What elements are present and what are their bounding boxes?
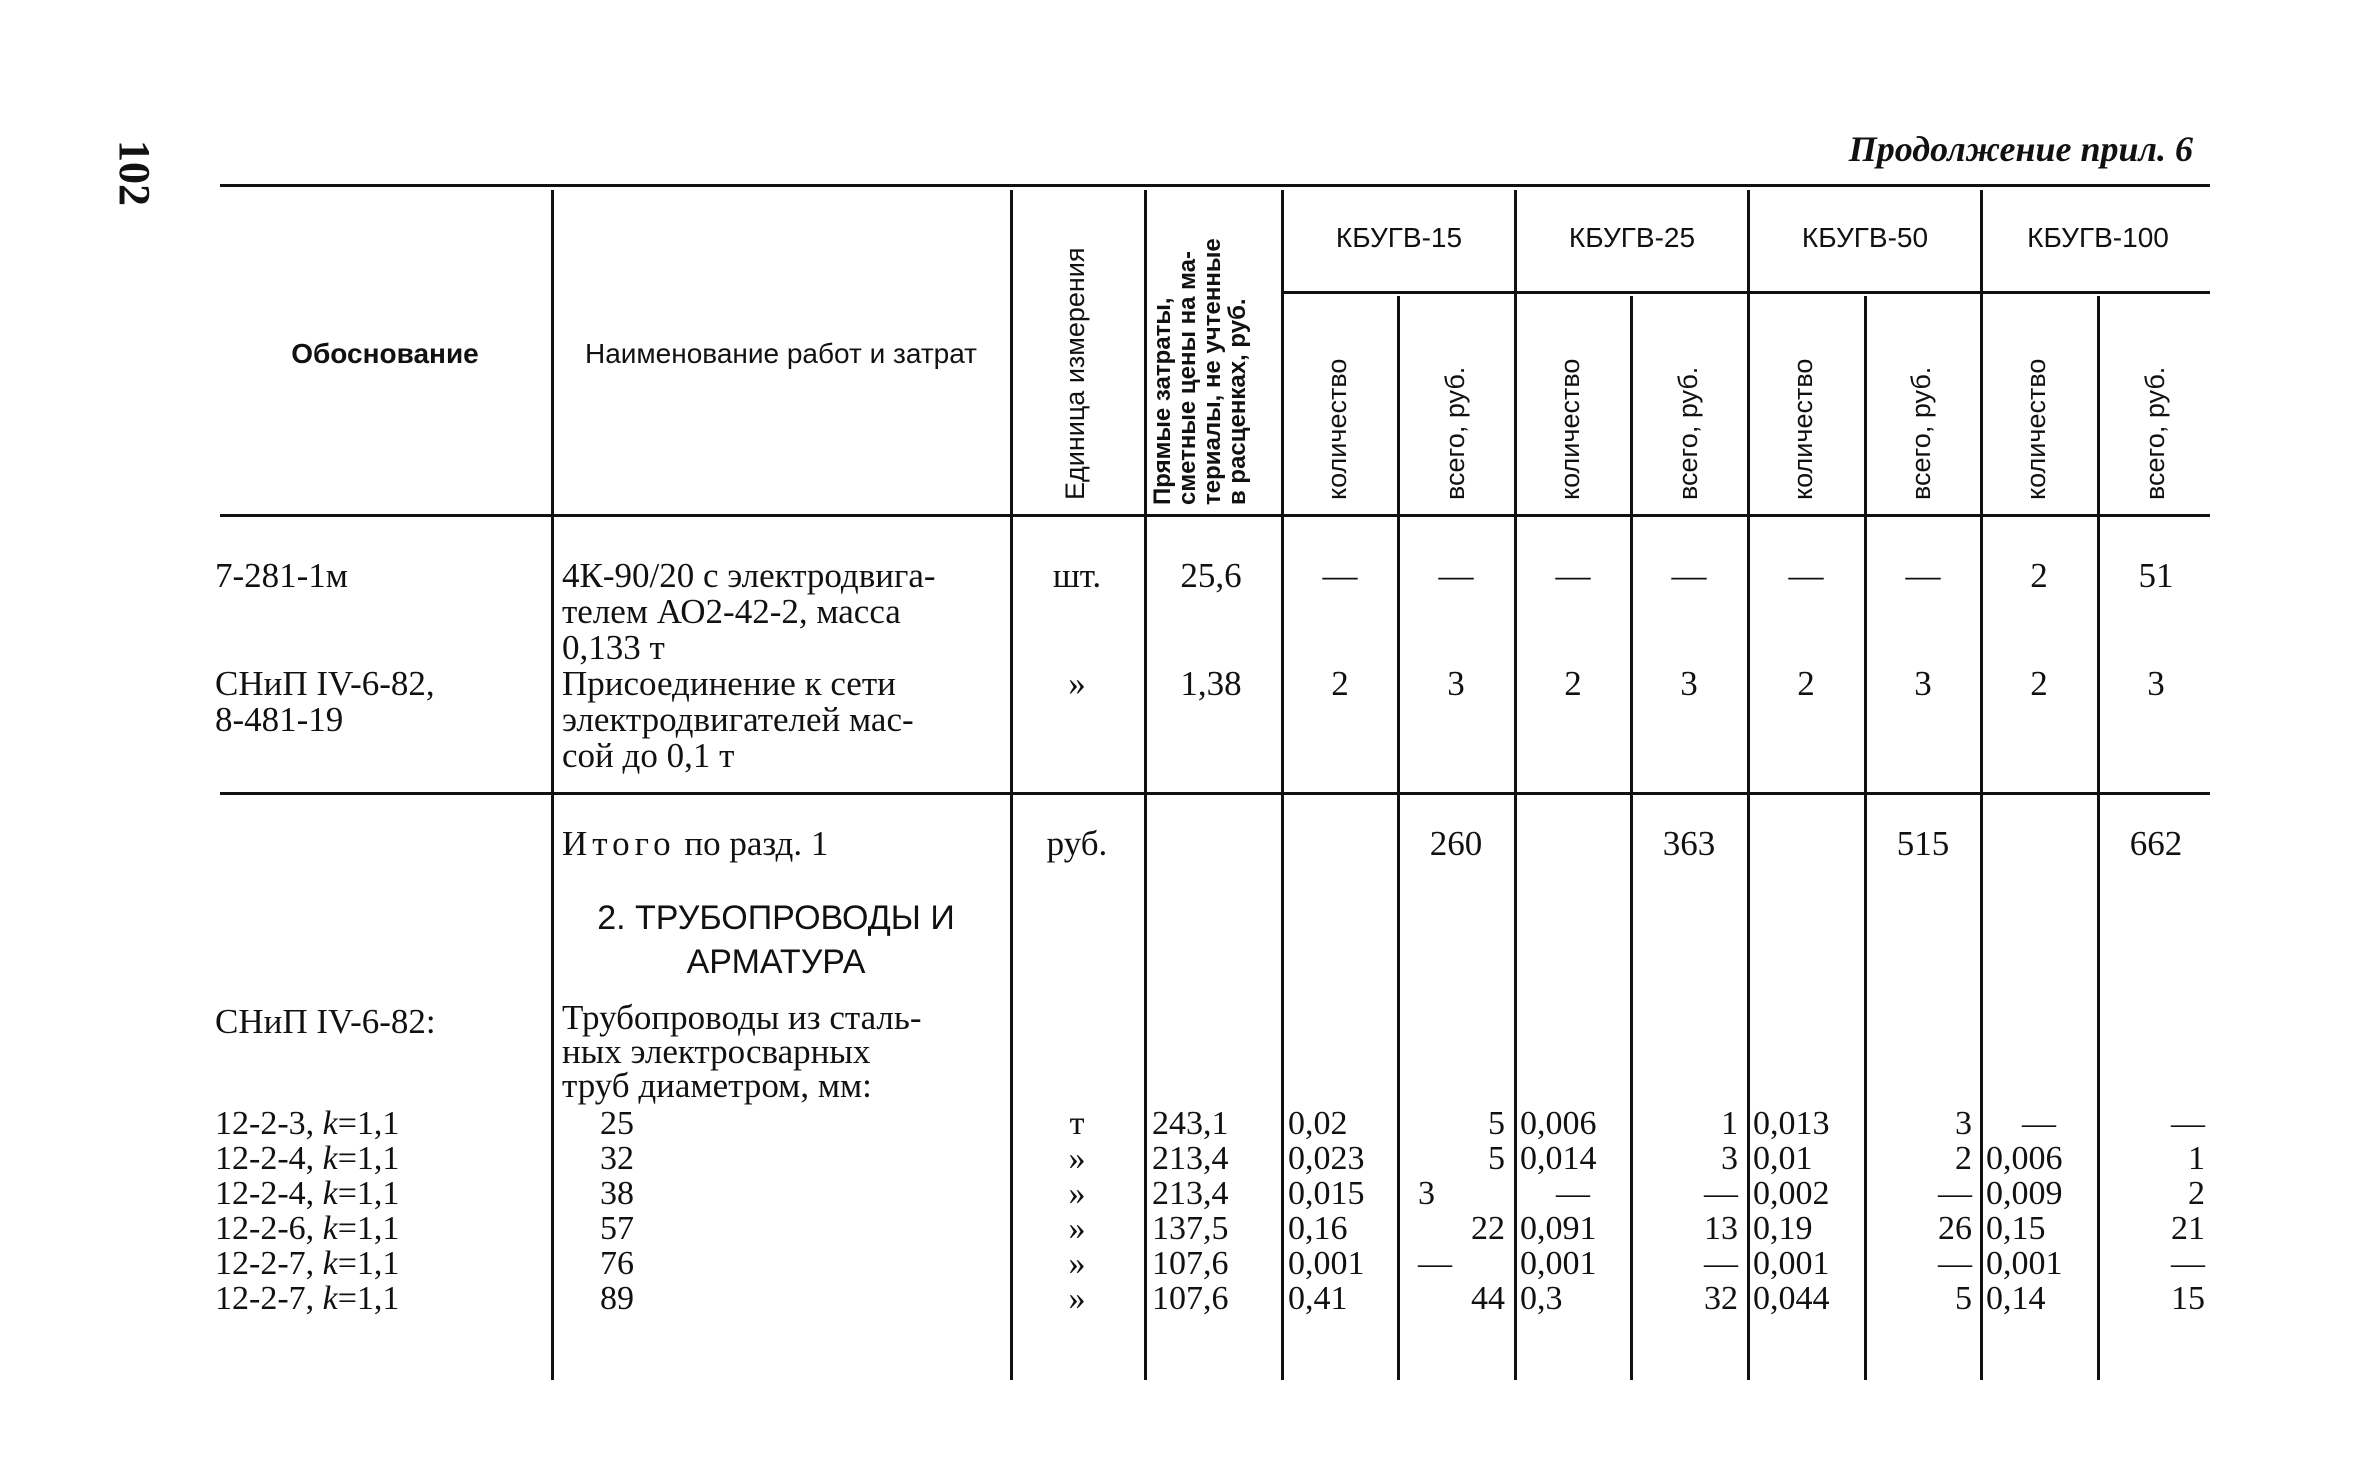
pipe-row-diam: 25	[600, 1105, 634, 1142]
pipe-row-qty-4: 0,009	[1986, 1175, 2063, 1212]
pipe-row-diam: 89	[600, 1280, 634, 1317]
row2-basis-line2: 8-481-19	[215, 700, 344, 739]
pipe-row-total-3: 5	[1955, 1280, 1972, 1317]
pipe-row-diam: 76	[600, 1245, 634, 1282]
row2-total-3: 3	[1914, 664, 1932, 703]
header-qty-1: количество	[1322, 358, 1352, 500]
row1-price: 25,6	[1180, 556, 1242, 595]
row2-qty-2: 2	[1564, 664, 1582, 703]
header-direct-costs: Прямые затраты, сметные цены на ма- териалы, не учтенные в расценках, руб.	[1149, 238, 1251, 505]
header-unit: Единица измерения	[1060, 247, 1090, 500]
pipe-row-price: 137,5	[1152, 1210, 1229, 1247]
total-kbugv-50: 515	[1896, 824, 1950, 863]
pipe-row-diam: 57	[600, 1210, 634, 1247]
page-number: 102	[110, 140, 159, 206]
group-kbugv-25: КБУГВ-25	[1568, 222, 1696, 253]
pipe-row-qty-3: 0,044	[1753, 1280, 1830, 1317]
row1-name-line2: телем АО2-42-2, масса	[562, 592, 901, 631]
pipe-row-basis: 12-2-4, k=1,1	[215, 1175, 400, 1212]
header-total-2: всего, руб.	[1673, 366, 1703, 500]
pipe-row-total-3: 26	[1938, 1210, 1972, 1247]
pipe-row-qty-2: 0,091	[1520, 1210, 1597, 1247]
pipe-row-total-1: 22	[1471, 1210, 1505, 1247]
section2-desc-line2: ных электросварных	[562, 1032, 871, 1071]
pipe-row-qty-1: 0,023	[1288, 1140, 1365, 1177]
header-total-1: всего, руб.	[1440, 366, 1470, 500]
row1-name-line3: 0,133 т	[562, 628, 665, 667]
row2-qty-1: 2	[1331, 664, 1349, 703]
row2-name-line1: Присоединение к сети	[562, 664, 896, 703]
pipe-row-basis: 12-2-3, k=1,1	[215, 1105, 400, 1142]
pipe-row-price: 213,4	[1152, 1140, 1229, 1177]
pipe-row-total-2: 32	[1704, 1280, 1738, 1317]
pipe-row-basis: 12-2-7, k=1,1	[215, 1245, 400, 1282]
pipe-row-unit: »	[1068, 1280, 1086, 1317]
pipe-row-basis: 12-2-6, k=1,1	[215, 1210, 400, 1247]
header-total-4: всего, руб.	[2140, 366, 2170, 500]
pipe-row-total-1: 5	[1488, 1140, 1505, 1177]
total-kbugv-25: 363	[1662, 824, 1716, 863]
row2-basis-line1: СНиП IV-6-82,	[215, 664, 435, 703]
row2-unit: »	[1068, 664, 1086, 703]
row1-qty-4: 2	[2030, 556, 2048, 595]
continuation-title: Продолжение прил. 6	[1848, 129, 2193, 169]
pipe-row-total-4: 1	[2188, 1140, 2205, 1177]
total-kbugv-15: 260	[1429, 824, 1483, 863]
row2-price: 1,38	[1180, 664, 1242, 703]
row2-total-1: 3	[1447, 664, 1465, 703]
row2-name-line2: электродвигателей мас-	[562, 700, 914, 739]
group-kbugv-15: КБУГВ-15	[1335, 222, 1463, 253]
total-unit: руб.	[1046, 824, 1108, 863]
row2-qty-3: 2	[1797, 664, 1815, 703]
pipe-row-total-4: —	[2171, 1105, 2205, 1142]
pipe-row-price: 107,6	[1152, 1280, 1229, 1317]
pipe-row-qty-4: 0,15	[1986, 1210, 2046, 1247]
pipe-row-diam: 32	[600, 1140, 634, 1177]
row1-total-1: —	[1438, 556, 1474, 595]
header-qty-4: количество	[2021, 358, 2051, 500]
pipe-row-qty-4: 0,14	[1986, 1280, 2046, 1317]
header-qty-2: количество	[1555, 358, 1585, 500]
pipe-row-unit: »	[1068, 1245, 1086, 1282]
pipe-row-total-2: —	[1704, 1175, 1738, 1212]
pipe-row-total-1: 44	[1471, 1280, 1505, 1317]
section2-title-line2: АРМАТУРА	[686, 943, 866, 981]
pipe-row-total-4: 2	[2188, 1175, 2205, 1212]
total-kbugv-100: 662	[2129, 824, 2183, 863]
pipe-row-qty-3: 0,002	[1753, 1175, 1830, 1212]
pipe-row-qty-4: —	[2022, 1105, 2056, 1142]
pipe-row-qty-1: 0,001	[1288, 1245, 1365, 1282]
pipe-row-price: 243,1	[1152, 1105, 1229, 1142]
row2-total-4: 3	[2147, 664, 2165, 703]
section2-basis-head: СНиП IV-6-82:	[215, 1002, 436, 1041]
pipe-row-qty-4: 0,006	[1986, 1140, 2063, 1177]
section2-title-line1: 2. ТРУБОПРОВОДЫ И	[597, 899, 955, 937]
pipe-row-unit: т	[1069, 1105, 1085, 1142]
row2-total-2: 3	[1680, 664, 1698, 703]
pipe-row-basis: 12-2-4, k=1,1	[215, 1140, 400, 1177]
row1-qty-2: —	[1555, 556, 1591, 595]
row1-total-3: —	[1905, 556, 1941, 595]
pipe-row-total-1: 5	[1488, 1105, 1505, 1142]
pipe-row-total-4: —	[2171, 1245, 2205, 1282]
pipe-row-qty-3: 0,19	[1753, 1210, 1813, 1247]
pipe-row-basis: 12-2-7, k=1,1	[215, 1280, 400, 1317]
total-label: Итого по разд. 1	[562, 824, 829, 863]
pipe-row-qty-2: 0,014	[1520, 1140, 1597, 1177]
pipe-row-total-3: 2	[1955, 1140, 1972, 1177]
pipe-row-unit: »	[1068, 1140, 1086, 1177]
pipe-row-qty-1: 0,16	[1288, 1210, 1348, 1247]
pipe-row-total-2: 13	[1704, 1210, 1738, 1247]
pipe-row-qty-2: 0,3	[1520, 1280, 1563, 1317]
group-kbugv-100: КБУГВ-100	[2027, 222, 2169, 253]
pipe-row-diam: 38	[600, 1175, 634, 1212]
pipe-row-total-2: —	[1704, 1245, 1738, 1282]
group-kbugv-50: КБУГВ-50	[1801, 222, 1929, 253]
pipe-row-total-3: 3	[1955, 1105, 1972, 1142]
pipe-row-total-2: 1	[1721, 1105, 1738, 1142]
pipe-row-total-4: 21	[2171, 1210, 2205, 1247]
section2-desc-line3: труб диаметром, мм:	[562, 1066, 872, 1105]
pipe-row-price: 107,6	[1152, 1245, 1229, 1282]
pipe-row-qty-2: 0,001	[1520, 1245, 1597, 1282]
pipe-row-price: 213,4	[1152, 1175, 1229, 1212]
row1-unit: шт.	[1052, 556, 1102, 595]
pipe-row-total-1: 3	[1418, 1175, 1435, 1212]
pipe-row-total-2: 3	[1721, 1140, 1738, 1177]
row1-total-4: 51	[2138, 556, 2174, 595]
row1-total-2: —	[1671, 556, 1707, 595]
pipe-row-total-4: 15	[2171, 1280, 2205, 1317]
pipe-row-qty-3: 0,013	[1753, 1105, 1830, 1142]
row1-name-line1: 4К-90/20 с электродвига-	[562, 556, 936, 595]
header-basis: Обоснование	[291, 338, 479, 369]
row1-qty-3: —	[1788, 556, 1824, 595]
header-total-3: всего, руб.	[1906, 366, 1936, 500]
pipe-row-total-3: —	[1938, 1245, 1972, 1282]
pipe-row-unit: »	[1068, 1175, 1086, 1212]
pipe-row-qty-2: 0,006	[1520, 1105, 1597, 1142]
row1-qty-1: —	[1322, 556, 1358, 595]
row2-qty-4: 2	[2030, 664, 2048, 703]
pipe-row-qty-2: —	[1556, 1175, 1590, 1212]
row2-name-line3: сой до 0,1 т	[562, 736, 735, 775]
header-name: Наименование работ и затрат	[584, 338, 977, 369]
pipe-row-qty-1: 0,015	[1288, 1175, 1365, 1212]
section2-desc-line1: Трубопроводы из сталь-	[562, 998, 922, 1037]
pipe-row-total-1: —	[1418, 1245, 1452, 1282]
pipe-row-qty-1: 0,41	[1288, 1280, 1348, 1317]
pipe-row-qty-3: 0,01	[1753, 1140, 1813, 1177]
header-qty-3: количество	[1788, 358, 1818, 500]
pipe-row-total-3: —	[1938, 1175, 1972, 1212]
pipe-row-unit: »	[1068, 1210, 1086, 1247]
pipe-row-qty-1: 0,02	[1288, 1105, 1348, 1142]
pipe-row-qty-3: 0,001	[1753, 1245, 1830, 1282]
row1-basis: 7-281-1м	[215, 556, 348, 595]
pipe-row-qty-4: 0,001	[1986, 1245, 2063, 1282]
